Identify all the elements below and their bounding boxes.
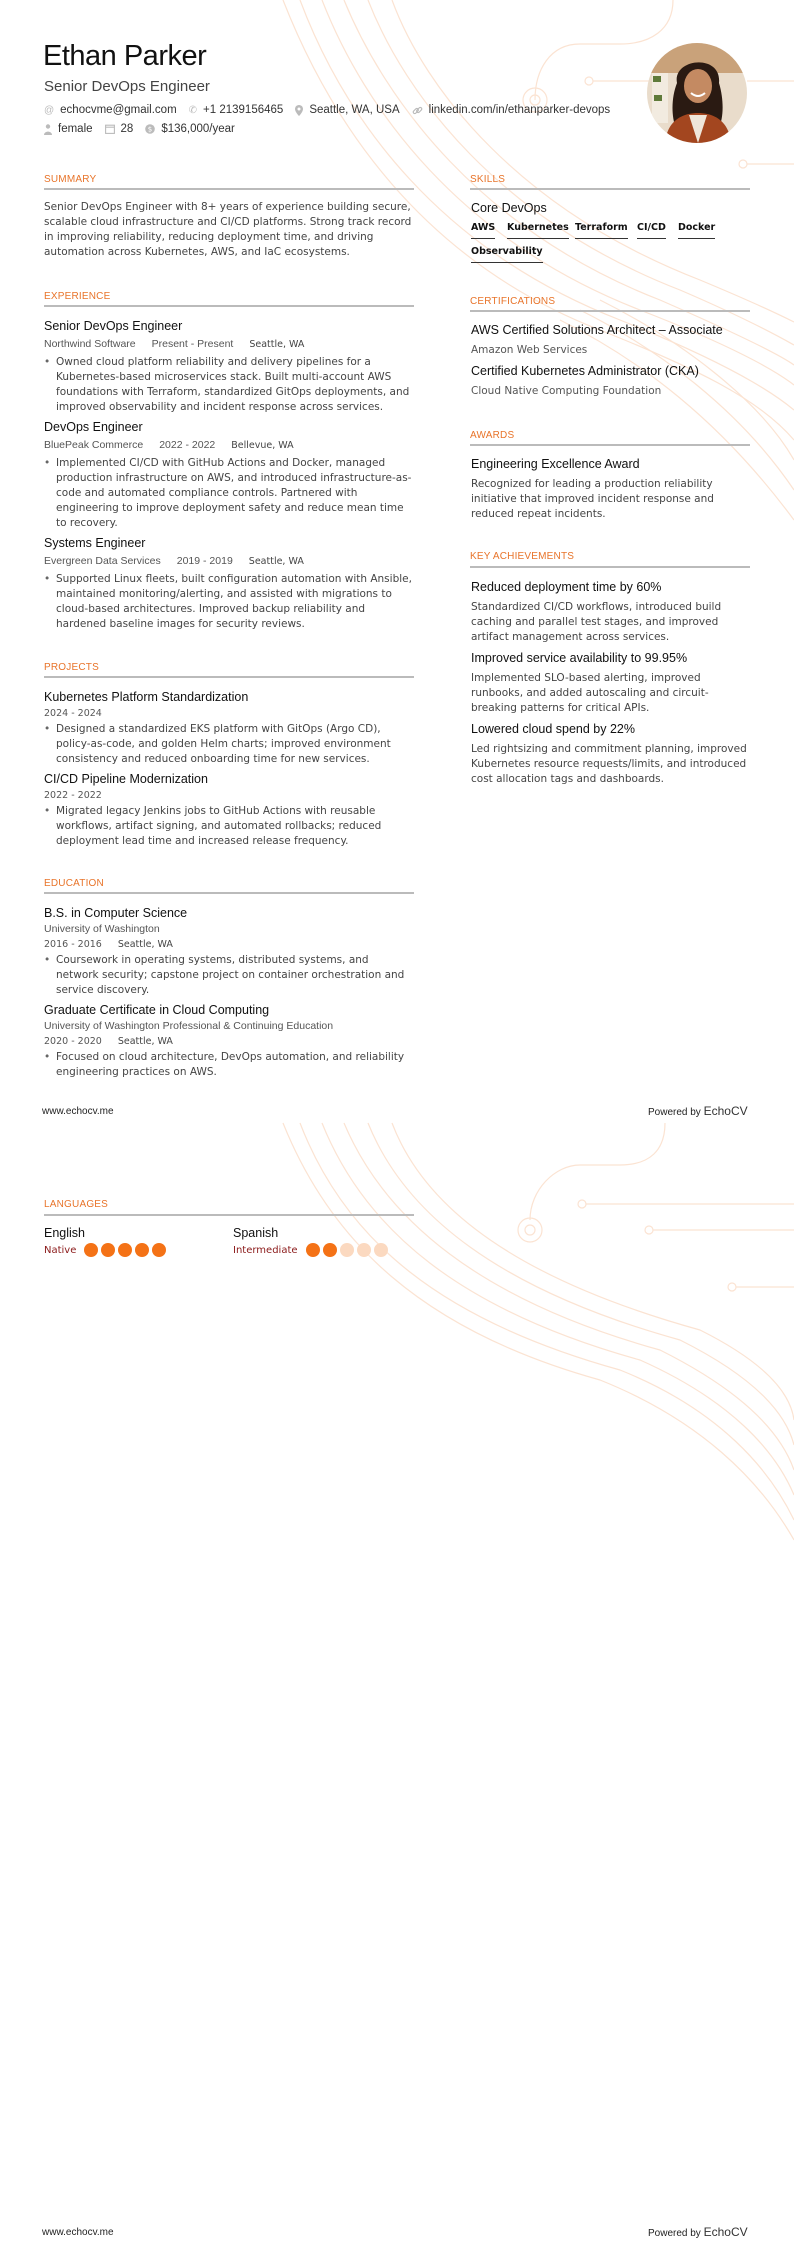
powered-by-label: Powered by — [648, 2228, 701, 2239]
skill-tag: Terraform — [575, 222, 628, 239]
at-icon: @ — [44, 104, 55, 116]
proficiency-dot-filled — [135, 1243, 149, 1257]
language-level: Native — [44, 1244, 77, 1256]
education-bullet: • Focused on cloud architecture, DevOps automation, and reliability engineering practices on AWS. — [44, 1050, 414, 1080]
job-bullet: • Owned cloud platform reliability and delivery pipelines for a Kubernetes-based microservices stack. Built multi-account AWS foundations with Terraform, standardized GitOps deployments, and improved observability and incident response across services. — [44, 355, 414, 415]
section-title-projects: PROJECTS — [44, 662, 99, 673]
certification-issuer: Cloud Native Computing Foundation — [471, 385, 662, 397]
project-name: Kubernetes Platform Standardization — [44, 690, 249, 704]
company-name: Northwind Software — [44, 338, 136, 350]
linkedin-text: linkedin.com/in/ethanparker-devops — [428, 104, 611, 116]
powered-by-label: Powered by — [648, 1107, 701, 1118]
education-dates: 2016 - 2016 — [44, 939, 102, 950]
section-title-certifications: CERTIFICATIONS — [470, 296, 556, 307]
job-bullet: • Supported Linux fleets, built configuration automation with Ansible, maintained monitoring/alerting, and assisted with migrations to cloud-based architectures. Improved backup reliability and hardened baseline images for security reviews. — [44, 572, 414, 632]
achievement-description: Implemented SLO-based alerting, improved runbooks, and added autoscaling and circuit-breaking patterns for critical APIs. — [471, 672, 709, 714]
gender-text: female — [58, 123, 93, 135]
proficiency-dot-filled — [101, 1243, 115, 1257]
project-name: CI/CD Pipeline Modernization — [44, 772, 208, 786]
section-divider — [470, 310, 750, 312]
job-dates: 2022 - 2022 — [159, 439, 216, 451]
svg-text:$: $ — [148, 125, 153, 134]
education-location: Seattle, WA — [117, 939, 173, 950]
section-title-achievements: KEY ACHIEVEMENTS — [470, 551, 575, 562]
section-title-experience: EXPERIENCE — [44, 291, 111, 302]
school-name: University of Washington Professional & Continuing Education — [44, 1020, 334, 1032]
location-text: Seattle, WA, USA — [309, 104, 400, 116]
achievement-description: Standardized CI/CD workflows, introduced build caching and parallel test stages, and improved artifact management across services. — [471, 601, 722, 643]
company-name: Evergreen Data Services — [44, 555, 161, 567]
section-divider — [470, 188, 750, 190]
achievement-description: Led rightsizing and commitment planning, improved Kubernetes resource requests/limits, and introduced cost allocation tags and dashboards. — [471, 743, 747, 785]
salary-text: $136,000/year — [161, 123, 235, 135]
job-location: Seattle, WA — [249, 339, 305, 350]
job-location: Bellevue, WA — [231, 440, 294, 451]
language-name: English — [44, 1226, 85, 1240]
phone-text: +1 2139156465 — [203, 104, 284, 116]
achievement-name: Improved service availability to 99.95% — [471, 651, 688, 665]
phone-icon: ✆ — [188, 104, 198, 116]
proficiency-dot-filled — [306, 1243, 320, 1257]
job-bullet: • Implemented CI/CD with GitHub Actions and Docker, managed production infrastructure on AWS, and introduced infrastructure-as-code and automated compliance controls. Partnered with engineering to improve deployment safety and reduce mean time to recovery. — [44, 456, 414, 531]
section-title-awards: AWARDS — [470, 430, 515, 441]
proficiency-dot-filled — [323, 1243, 337, 1257]
education-bullet: • Coursework in operating systems, distributed systems, and network security; capstone project on container orchestration and service discovery. — [44, 953, 414, 998]
section-title-skills: SKILLS — [470, 174, 506, 185]
language-proficiency — [44, 1243, 169, 1257]
education-dates: 2020 - 2020 — [44, 1036, 102, 1047]
job-title: Senior DevOps Engineer — [44, 319, 183, 333]
award-description: Recognized for leading a production reliability initiative that improved incident response and reduced repeat incidents. — [471, 478, 714, 520]
job-title: Systems Engineer — [44, 536, 146, 550]
proficiency-dot-filled — [152, 1243, 166, 1257]
proficiency-dot-empty — [340, 1243, 354, 1257]
certification-name: AWS Certified Solutions Architect – Associate — [471, 323, 723, 337]
footer-site-link[interactable]: www.echocv.me — [42, 2227, 114, 2238]
section-divider — [44, 1214, 414, 1216]
summary-text: Senior DevOps Engineer with 8+ years of experience building secure, scalable cloud infrastructure and CI/CD platforms. Strong track record in improving reliability, reducing deployment time, and driving automation across Kubernetes, AWS, and IaC ecosystems. — [44, 201, 412, 258]
section-divider — [470, 566, 750, 568]
job-title: DevOps Engineer — [44, 420, 143, 434]
job-dates: Present - Present — [151, 338, 234, 350]
project-dates: 2024 - 2024 — [44, 708, 102, 719]
education-location: Seattle, WA — [117, 1036, 173, 1047]
degree-name: Graduate Certificate in Cloud Computing — [44, 1003, 270, 1017]
school-name: University of Washington — [44, 923, 160, 935]
award-name: Engineering Excellence Award — [471, 457, 640, 471]
footer-site-link[interactable]: www.echocv.me — [42, 1106, 114, 1117]
certification-issuer: Amazon Web Services — [471, 344, 588, 356]
proficiency-dot-filled — [118, 1243, 132, 1257]
degree-name: B.S. in Computer Science — [44, 906, 188, 920]
job-dates: 2019 - 2019 — [176, 555, 233, 567]
candidate-name: Ethan Parker — [43, 40, 207, 72]
section-divider — [470, 444, 750, 446]
language-level: Intermediate — [233, 1244, 298, 1256]
age-text: 28 — [120, 123, 134, 135]
proficiency-dot-empty — [374, 1243, 388, 1257]
certification-name: Certified Kubernetes Administrator (CKA) — [471, 364, 699, 378]
achievement-name: Lowered cloud spend by 22% — [471, 722, 636, 736]
resume-page-2 — [0, 1123, 794, 2246]
project-bullet: • Designed a standardized EKS platform with GitOps (Argo CD), policy-as-code, and golden Helm charts; improved environment consistency and reduced onboarding time for new services. — [44, 722, 414, 767]
skill-group-name: Core DevOps — [471, 201, 547, 215]
footer-powered-by[interactable] — [648, 2225, 748, 2239]
skill-tag: Docker — [678, 222, 715, 239]
company-name: BluePeak Commerce — [44, 439, 144, 451]
section-title-summary: SUMMARY — [44, 174, 97, 185]
proficiency-dot-filled — [84, 1243, 98, 1257]
project-dates: 2022 - 2022 — [44, 790, 102, 801]
achievement-name: Reduced deployment time by 60% — [471, 580, 662, 594]
candidate-title: Senior DevOps Engineer — [44, 78, 210, 95]
email-text: echocvme@gmail.com — [60, 104, 177, 116]
section-title-education: EDUCATION — [44, 878, 104, 889]
proficiency-dot-empty — [357, 1243, 371, 1257]
section-title-languages: LANGUAGES — [44, 1199, 109, 1210]
project-bullet: • Migrated legacy Jenkins jobs to GitHub Actions with reusable workflows, artifact signing, and automated rollbacks; reduced deployment lead time and increased release frequency. — [44, 804, 414, 849]
skill-tag: AWS — [471, 222, 495, 239]
skill-tag: CI/CD — [637, 222, 666, 239]
brand-name: EchoCV — [703, 1104, 748, 1118]
footer-powered-by[interactable] — [648, 1104, 748, 1118]
brand-name: EchoCV — [703, 2225, 748, 2239]
skill-tag: Kubernetes — [507, 222, 569, 239]
job-location: Seattle, WA — [248, 556, 304, 567]
language-name: Spanish — [233, 1226, 279, 1240]
language-proficiency — [233, 1243, 391, 1257]
skill-tag: Observability — [471, 246, 543, 263]
